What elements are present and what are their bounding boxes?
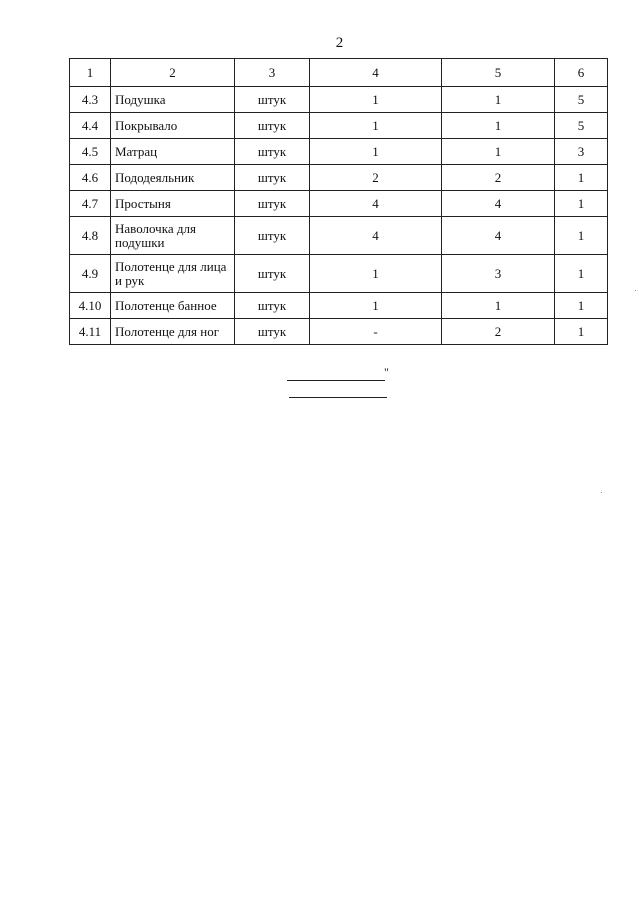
signature-line xyxy=(287,380,385,381)
item-name-cell: Покрывало xyxy=(111,113,235,139)
quantity-cell: 1 xyxy=(555,293,608,319)
item-name-cell: Полотенце для лица и рук xyxy=(111,255,235,293)
quantity-cell: 1 xyxy=(310,139,442,165)
quantity-cell: 1 xyxy=(442,87,555,113)
closing-quote-mark: " xyxy=(384,365,389,379)
row-number-cell: 4.8 xyxy=(70,217,111,255)
quantity-cell: 1 xyxy=(310,293,442,319)
unit-cell: штук xyxy=(235,139,310,165)
item-name-cell: Полотенце банное xyxy=(111,293,235,319)
item-name-cell: Полотенце для ног xyxy=(111,319,235,345)
row-number-cell: 4.6 xyxy=(70,165,111,191)
table-row xyxy=(70,217,608,255)
row-number-cell: 4.4 xyxy=(70,113,111,139)
row-number-cell: 4.3 xyxy=(70,87,111,113)
item-name-cell: Пододеяльник xyxy=(111,165,235,191)
unit-cell: штук xyxy=(235,87,310,113)
table-row xyxy=(70,113,608,139)
items-table xyxy=(69,58,608,345)
quantity-cell: 3 xyxy=(555,139,608,165)
row-number-cell: 4.11 xyxy=(70,319,111,345)
table-row xyxy=(70,191,608,217)
quantity-cell: 1 xyxy=(310,87,442,113)
quantity-cell: 1 xyxy=(555,165,608,191)
table-row xyxy=(70,87,608,113)
quantity-cell: 4 xyxy=(442,217,555,255)
table-row xyxy=(70,165,608,191)
page-number: 2 xyxy=(335,35,344,51)
item-name-cell: Простыня xyxy=(111,191,235,217)
row-number-cell: 4.9 xyxy=(70,255,111,293)
table-row xyxy=(70,139,608,165)
quantity-cell: 1 xyxy=(442,139,555,165)
unit-cell: штук xyxy=(235,113,310,139)
quantity-cell: 5 xyxy=(555,87,608,113)
quantity-cell: 4 xyxy=(310,191,442,217)
row-number-cell: 4.10 xyxy=(70,293,111,319)
row-number-cell: 4.5 xyxy=(70,139,111,165)
table-row xyxy=(70,255,608,293)
quantity-cell: 1 xyxy=(555,319,608,345)
scan-speck xyxy=(601,492,602,493)
unit-cell: штук xyxy=(235,191,310,217)
unit-cell: штук xyxy=(235,165,310,191)
table-header-row xyxy=(70,59,608,87)
row-number-cell: 4.7 xyxy=(70,191,111,217)
quantity-cell: 1 xyxy=(442,293,555,319)
quantity-cell: 2 xyxy=(442,319,555,345)
quantity-cell: 4 xyxy=(442,191,555,217)
item-name-cell: Наволочка для подушки xyxy=(111,217,235,255)
unit-cell: штук xyxy=(235,217,310,255)
unit-cell: штук xyxy=(235,293,310,319)
column-header: 6 xyxy=(555,59,608,87)
quantity-cell: 5 xyxy=(555,113,608,139)
quantity-cell: 1 xyxy=(442,113,555,139)
column-header: 5 xyxy=(442,59,555,87)
item-name-cell: Матрац xyxy=(111,139,235,165)
quantity-cell: - xyxy=(310,319,442,345)
column-header: 3 xyxy=(235,59,310,87)
quantity-cell: 1 xyxy=(555,217,608,255)
item-name-cell: Подушка xyxy=(111,87,235,113)
quantity-cell: 2 xyxy=(442,165,555,191)
column-header: 4 xyxy=(310,59,442,87)
quantity-cell: 4 xyxy=(310,217,442,255)
table-row xyxy=(70,319,608,345)
column-header: 1 xyxy=(70,59,111,87)
quantity-cell: 1 xyxy=(555,255,608,293)
table-row xyxy=(70,293,608,319)
scan-speck xyxy=(635,290,636,291)
column-header: 2 xyxy=(111,59,235,87)
unit-cell: штук xyxy=(235,319,310,345)
quantity-cell: 3 xyxy=(442,255,555,293)
signature-underline xyxy=(289,397,387,398)
quantity-cell: 1 xyxy=(555,191,608,217)
quantity-cell: 1 xyxy=(310,255,442,293)
quantity-cell: 2 xyxy=(310,165,442,191)
quantity-cell: 1 xyxy=(310,113,442,139)
unit-cell: штук xyxy=(235,255,310,293)
